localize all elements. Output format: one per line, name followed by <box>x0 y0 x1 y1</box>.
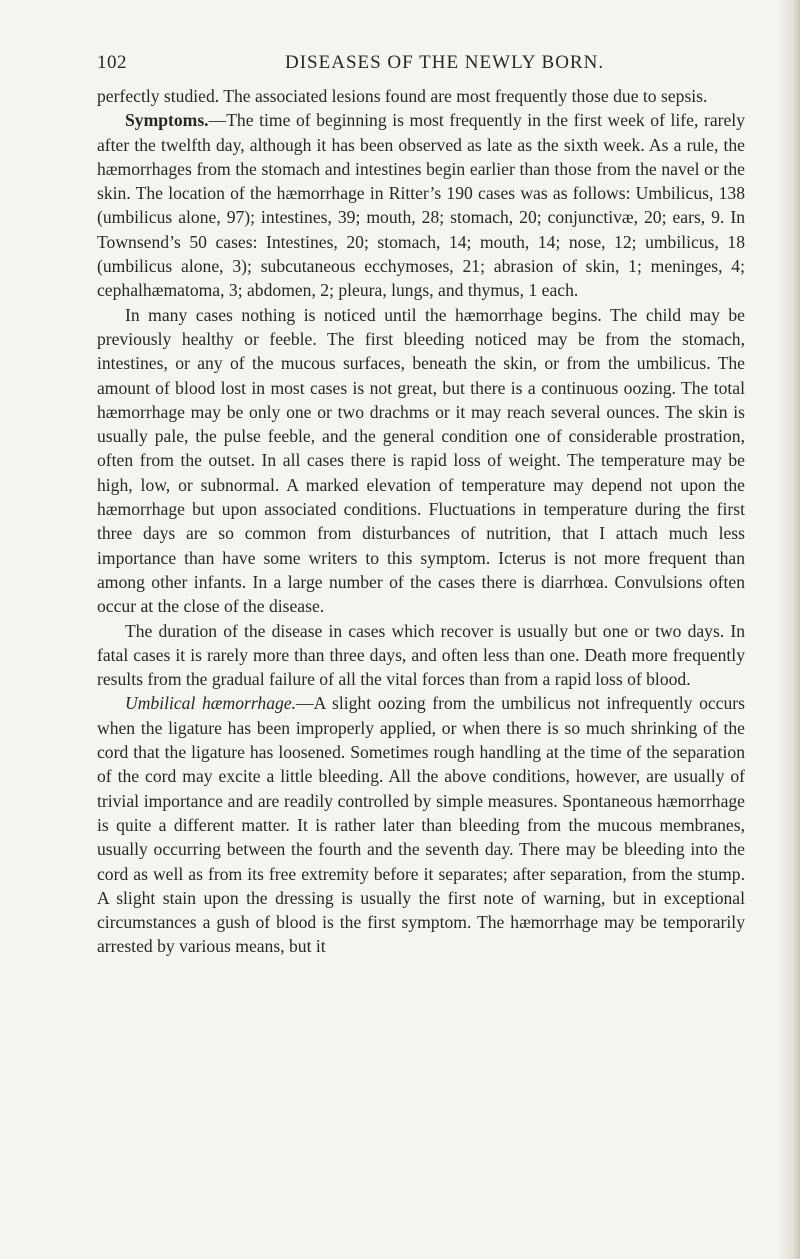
running-header <box>97 52 737 80</box>
paragraph-duration: The duration of the disease in cases which recover is usually but one or two days. In fatal cases it is rarely more than three days, and often less than one. Death more frequently results from the gradual failure of all the vital forces than from a rapid loss of blood. <box>97 620 745 690</box>
paragraph-symptoms <box>97 108 745 302</box>
paragraph-onset: In many cases nothing is noticed until the hæmorrhage begins. The child may be previously healthy or feeble. The first bleeding noticed may be from the stomach, intestines, or any of the mucous surfaces, beneath the skin, or from the umbilicus. The amount of blood lost in most cases is not great, but there is a continuous oozing. The total hæmorrhage may be only one or two drachms or it may reach several ounces. The skin is usually pale, the pulse feeble, and the general condition one of considerable prostration, often from the outset. In all cases there is rapid loss of weight. The temperature may be high, low, or subnormal. A marked elevation of temperature may depend not upon the hæmorrhage but upon associated conditions. Fluctuations in temperature during the first three days are so common from disturbances of nutrition, that I attach much less importance than have some writers to this symptom. Icterus is not more frequent than among other infants. In a large number of the cases there is diarrhœa. Convulsions often occur at the close of the disease. <box>97 304 745 617</box>
paragraph-text: —The time of beginning is most frequently in the first week of life, rarely after the twelfth day, although it has been observed as late as the sixth week. As a rule, the hæmorrhages from the stomach and intestines begin earlier than those from the navel or the skin. The location of the hæmorrhage in Ritter’s 190 cases was as follows: Umbilicus, 138 (umbilicus alone, 97); intestines, 39; mouth, 28; stomach, 20; conjunctivæ, 20; ears, 9. In Townsend’s 50 cases: Intestines, 20; stomach, 14; mouth, 14; nose, 12; umbilicus, 18 (umbilicus alone, 3); subcutaneous ecchymoses, 21; abrasion of skin, 1; meninges, 4; cephalhæmatoma, 3; abdomen, 2; pleura, lungs, and thymus, 1 each. <box>97 110 745 301</box>
running-title: DISEASES OF THE NEWLY BORN. <box>285 52 605 73</box>
body-text <box>97 84 745 959</box>
paragraph-text: —A slight oozing from the umbilicus not infrequently occurs when the ligature has been improperly applied, or when there is so much shrinking of the cord that the ligature has loosened. Sometimes rough handling at the time of the separation of the cord may excite a little bleeding. All the above conditions, however, are usually of trivial importance and are readily controlled by simple measures. Spontaneous hæmorrhage is quite a different matter. It is rather later than bleeding from the mucous membranes, usually occurring between the fourth and the seventh day. There may be bleeding into the cord as well as from its free extremity before it separates; after separation, from the stump. A slight stain upon the dressing is usually the first note of warning, but in exceptional circumstances a gush of blood is the first symptom. The hæmorrhage may be temporarily arrested by various means, but it <box>97 693 745 957</box>
page-edge-shadow <box>778 0 800 1259</box>
section-heading-symptoms: Symptoms. <box>125 110 209 131</box>
paragraph-continued: perfectly studied. The associated lesions found are most frequently those due to sepsis. <box>97 86 708 106</box>
paragraph-umbilical <box>97 691 745 958</box>
section-heading-umbilical: Umbilical hæmorrhage. <box>125 693 297 714</box>
page-number: 102 <box>97 52 127 73</box>
